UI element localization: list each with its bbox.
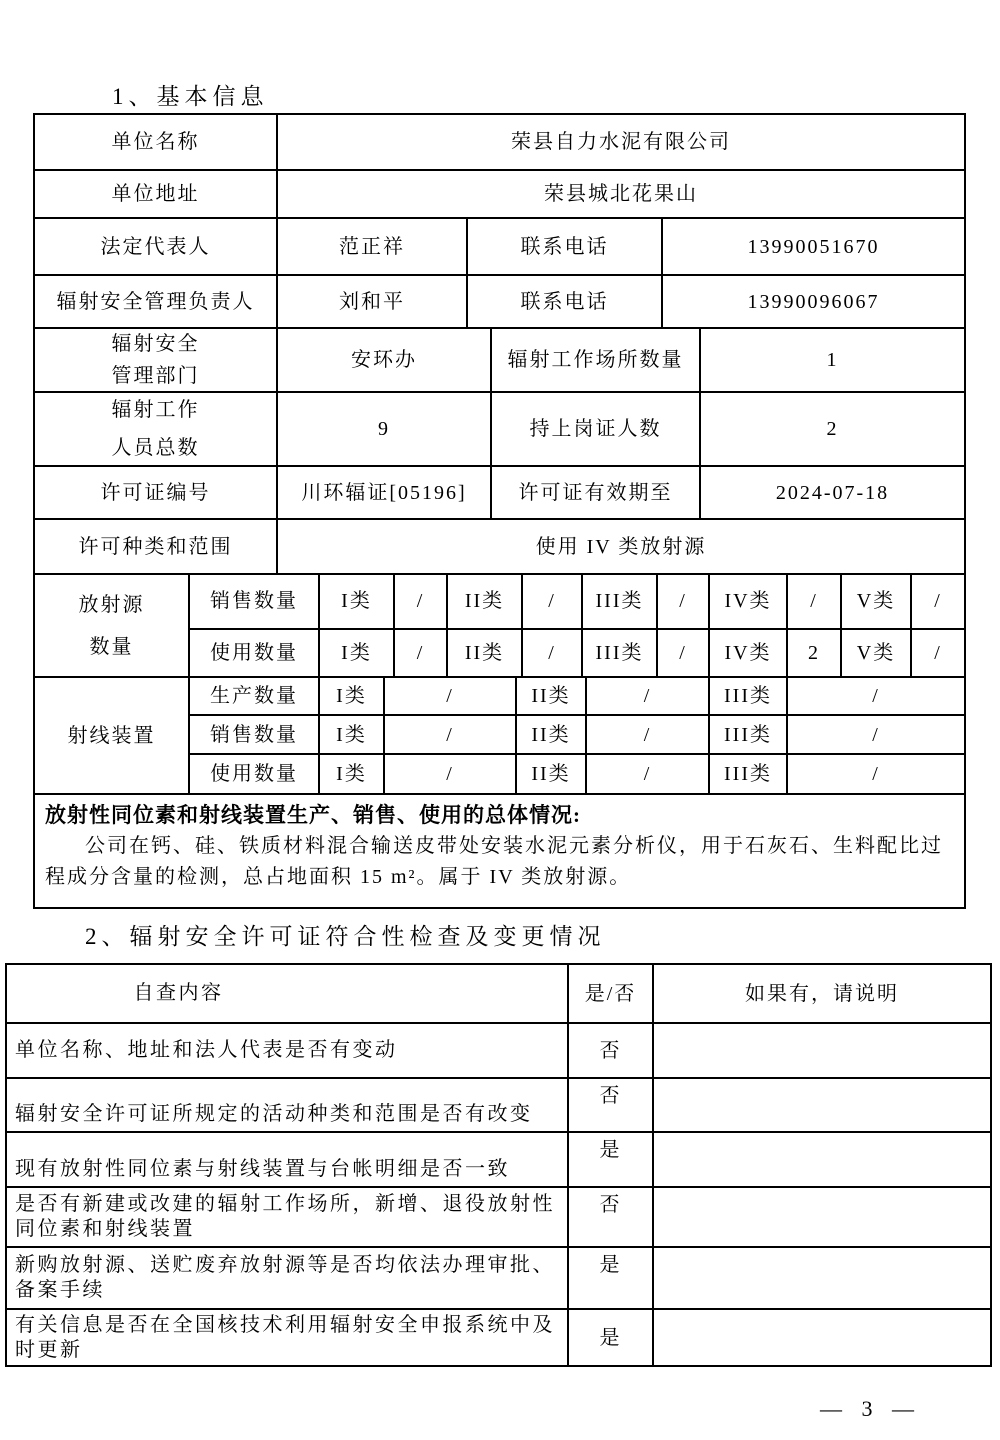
check-answer: 否: [569, 1188, 654, 1246]
check-question: 单位名称、地址和法人代表是否有变动: [7, 1024, 569, 1077]
header-yes-no: 是/否: [569, 965, 654, 1022]
row-safety-manager: [35, 276, 964, 329]
device-sales-label: 销售数量: [190, 716, 320, 752]
safety-dept-label: [35, 329, 278, 391]
check-answer: 否: [569, 1024, 654, 1077]
self-check-row-3: [7, 1133, 990, 1188]
check-answer: 是: [569, 1133, 654, 1186]
class1-label: I类: [320, 630, 395, 676]
certified-workers-label: 持上岗证人数: [492, 393, 701, 465]
source-group-rows: [190, 575, 964, 676]
class1-value: /: [385, 716, 517, 752]
self-check-row-1: [7, 1024, 990, 1079]
header-check-content: 自查内容: [7, 965, 569, 1022]
safety-manager-value: 刘和平: [278, 276, 468, 327]
self-check-table: [5, 963, 992, 1367]
class3-value: /: [658, 575, 710, 628]
license-scope-label: 许可种类和范围: [35, 520, 278, 573]
row-group-radioactive-sources: [35, 575, 964, 678]
section1-title: 1、基本信息: [112, 84, 269, 109]
license-number-label: 许可证编号: [35, 467, 278, 518]
unit-address-value: 荣县城北花果山: [544, 183, 698, 205]
source-use-row: [190, 630, 964, 676]
check-note: [654, 1310, 990, 1365]
class3-label: III类: [583, 630, 658, 676]
summary-cell: [35, 795, 964, 907]
row-group-ray-devices: [35, 678, 964, 795]
device-production-label: 生产数量: [190, 678, 320, 714]
class5-label: V类: [842, 630, 912, 676]
self-check-row-2: [7, 1079, 990, 1133]
safety-dept-value: 安环办: [278, 329, 492, 391]
device-sales-row: [190, 716, 964, 754]
summary-heading: 放射性同位素和射线装置生产、销售、使用的总体情况:: [45, 803, 581, 827]
source-sales-row: [190, 575, 964, 630]
row-overall-summary: [35, 795, 964, 907]
safety-manager-label: 辐射安全管理负责人: [35, 276, 278, 327]
class1-label: I类: [320, 755, 385, 793]
safety-dept-label-line2: 管理部门: [111, 365, 200, 387]
check-answer: 是: [569, 1310, 654, 1365]
class2-value: /: [587, 678, 710, 714]
summary-body: 公司在钙、硅、铁质材料混合输送皮带处安装水泥元素分析仪，用于石灰石、生料配比过程成分含量的检测，总占地面积 15 m²。属于 IV 类放射源。: [45, 835, 943, 888]
check-note: [654, 1024, 990, 1077]
source-group-label-line2: 数量: [89, 635, 134, 658]
class1-label: I类: [320, 716, 385, 752]
class4-value: /: [788, 575, 842, 628]
safety-dept-label-line1: 辐射安全: [111, 333, 200, 355]
license-scope-value: 使用 IV 类放射源: [535, 535, 707, 558]
legal-rep-label: 法定代表人: [35, 219, 278, 274]
check-note: [654, 1079, 990, 1131]
class1-label: I类: [320, 678, 385, 714]
check-answer: 否: [569, 1079, 654, 1131]
self-check-row-4: [7, 1188, 990, 1248]
class4-value: 2: [788, 630, 842, 676]
workplace-count-value: 1: [826, 349, 839, 371]
class2-value: /: [523, 575, 583, 628]
check-note: [654, 1248, 990, 1308]
source-use-label: 使用数量: [190, 630, 320, 676]
check-note: [654, 1188, 990, 1246]
license-number-value: 川环辐证[05196]: [278, 467, 492, 518]
class2-label: II类: [517, 755, 587, 793]
row-license-scope: [35, 520, 964, 575]
row-unit-name: [35, 115, 964, 171]
class5-value: /: [934, 641, 942, 664]
check-question: 现有放射性同位素与射线装置与台帐明细是否一致: [7, 1133, 569, 1186]
unit-name-label: 单位名称: [35, 115, 278, 169]
self-check-row-6: [7, 1310, 990, 1365]
class3-label: III类: [710, 755, 788, 793]
legal-rep-value: 范正祥: [278, 219, 468, 274]
class3-value: /: [658, 630, 710, 676]
legal-rep-phone-value: 13990051670: [747, 235, 880, 258]
workers-total-label: [35, 393, 278, 465]
class3-value: /: [872, 723, 880, 746]
check-question: 辐射安全许可证所规定的活动种类和范围是否有改变: [7, 1079, 569, 1131]
class1-value: /: [395, 575, 448, 628]
workers-total-label-line2: 人员总数: [111, 437, 200, 459]
source-group-label-line1: 放射源: [78, 593, 145, 616]
workplace-count-label: 辐射工作场所数量: [492, 329, 701, 391]
class2-label: II类: [448, 575, 523, 628]
check-answer: 是: [569, 1248, 654, 1308]
row-radiation-workers: [35, 393, 964, 467]
class1-value: /: [385, 755, 517, 793]
check-question: 有关信息是否在全国核技术利用辐射安全申报系统中及时更新: [7, 1310, 569, 1365]
row-legal-representative: [35, 219, 964, 276]
class1-label: I类: [320, 575, 395, 628]
class1-value: /: [395, 630, 448, 676]
safety-manager-phone-value: 13990096067: [747, 290, 880, 313]
class2-value: /: [587, 716, 710, 752]
device-use-row: [190, 755, 964, 793]
device-production-row: [190, 678, 964, 716]
certified-workers-value: 2: [826, 418, 839, 440]
row-safety-department: [35, 329, 964, 393]
class2-label: II类: [448, 630, 523, 676]
class3-label: III类: [583, 575, 658, 628]
class4-label: IV类: [710, 630, 788, 676]
basic-info-table: [33, 113, 966, 909]
license-expiry-label: 许可证有效期至: [492, 467, 701, 518]
unit-address-label: 单位地址: [35, 171, 278, 217]
class3-value: /: [872, 762, 880, 785]
safety-manager-phone-label: 联系电话: [468, 276, 663, 327]
check-note: [654, 1133, 990, 1186]
class2-label: II类: [517, 678, 587, 714]
class3-label: III类: [710, 678, 788, 714]
self-check-row-5: [7, 1248, 990, 1310]
section2-title: 2、辐射安全许可证符合性检查及变更情况: [85, 924, 606, 949]
workers-total-value: 9: [278, 393, 492, 465]
source-sales-label: 销售数量: [190, 575, 320, 628]
self-check-header-row: [7, 965, 990, 1024]
class2-label: II类: [517, 716, 587, 752]
unit-name-value: 荣县自力水泥有限公司: [511, 131, 731, 153]
class3-label: III类: [710, 716, 788, 752]
page-number: — 3 —: [820, 1396, 916, 1421]
source-group-label: [35, 575, 190, 676]
class3-value: /: [872, 685, 880, 708]
check-question: 新购放射源、送贮废弃放射源等是否均依法办理审批、备案手续: [7, 1248, 569, 1308]
row-unit-address: [35, 171, 964, 219]
class4-label: IV类: [710, 575, 788, 628]
legal-rep-phone-label: 联系电话: [468, 219, 663, 274]
header-explanation: 如果有，请说明: [745, 982, 899, 1005]
class5-value: /: [934, 590, 942, 613]
device-use-label: 使用数量: [190, 755, 320, 793]
class2-value: /: [523, 630, 583, 676]
device-group-label: 射线装置: [35, 678, 190, 793]
license-expiry-value: 2024-07-18: [775, 481, 890, 504]
class5-label: V类: [842, 575, 912, 628]
check-question: 是否有新建或改建的辐射工作场所，新增、退役放射性同位素和射线装置: [7, 1188, 569, 1246]
row-license-number: [35, 467, 964, 520]
workers-total-label-line1: 辐射工作: [111, 399, 200, 421]
class2-value: /: [587, 755, 710, 793]
device-group-rows: [190, 678, 964, 793]
class1-value: /: [385, 678, 517, 714]
